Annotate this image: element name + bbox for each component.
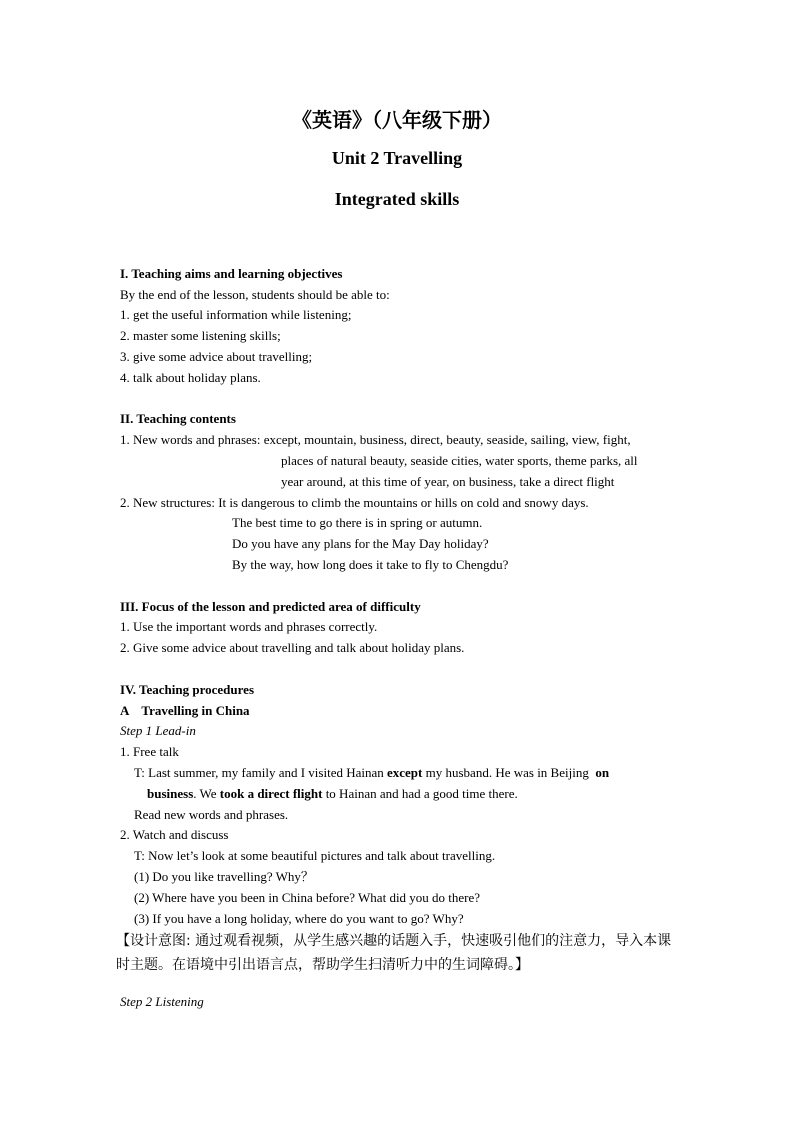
read-instruction: Read new words and phrases. — [134, 807, 289, 822]
teacher-text: . We — [193, 786, 220, 801]
key-word: business — [147, 786, 194, 801]
teacher-text: to Hainan and had a good time there. — [322, 786, 518, 801]
question-item: (2) Where have you been in China before? What did you do there? — [134, 890, 481, 905]
book-title: 《英语》（八年级下册） — [292, 108, 502, 132]
new-structures-line: The best time to go there is in spring or autumn. — [232, 515, 483, 530]
new-words-line: year around, at this time of year, on business, take a direct flight — [281, 474, 615, 489]
new-words-line: 1. New words and phrases: except, mountain, business, direct, beauty, seaside, sailing, view, fight, — [120, 432, 631, 447]
teacher-text: T: Last summer, my family and I visited Hainan — [134, 765, 387, 780]
key-word: on — [595, 765, 610, 780]
teacher-line — [134, 762, 609, 783]
question-item: (1) Do you like travelling? Why？ — [134, 869, 314, 884]
design-intent-note: 【设计意图: 通过观看视频，从学生感兴趣的话题入手，快速吸引他们的注意力，导入本课时主题。在语境中引出语言点，帮助学生扫清听力中的生词障碍。】 — [116, 933, 672, 973]
focus-item: 1. Use the important words and phrases correctly. — [120, 619, 378, 634]
key-word: except — [387, 765, 423, 780]
unit-title: Unit 2 Travelling — [331, 148, 463, 168]
watch-discuss-label: 2. Watch and discuss — [120, 827, 229, 842]
section-heading-procedures: IV. Teaching procedures — [120, 682, 255, 697]
free-talk-label: 1. Free talk — [120, 744, 179, 759]
aims-item: 1. get the useful information while listening; — [120, 307, 352, 322]
subsection-a-title: A Travelling in China — [120, 703, 250, 718]
lesson-title: Integrated skills — [334, 189, 460, 209]
key-phrase: took a direct flight — [219, 786, 323, 801]
aims-item: 4. talk about holiday plans. — [120, 370, 261, 385]
new-structures-line: By the way, how long does it take to fly to Chengdu? — [232, 557, 509, 572]
new-words-line: places of natural beauty, seaside cities, water sports, theme parks, all — [281, 453, 638, 468]
question-item: (3) If you have a long holiday, where do you want to go? Why? — [134, 911, 464, 926]
aims-intro: By the end of the lesson, students should be able to: — [120, 287, 390, 302]
teacher-line — [147, 783, 518, 804]
new-structures-line: Do you have any plans for the May Day holiday? — [232, 536, 489, 551]
step-2-title: Step 2 Listening — [120, 994, 204, 1009]
aims-item: 3. give some advice about travelling; — [120, 349, 313, 364]
aims-item: 2. master some listening skills; — [120, 328, 281, 343]
focus-item: 2. Give some advice about travelling and talk about holiday plans. — [120, 640, 465, 655]
section-heading-aims: I. Teaching aims and learning objectives — [120, 266, 343, 281]
section-heading-focus: III. Focus of the lesson and predicted area of difficulty — [120, 599, 421, 614]
teacher-line: T: Now let’s look at some beautiful pictures and talk about travelling. — [134, 848, 496, 863]
new-structures-line: 2. New structures: It is dangerous to climb the mountains or hills on cold and snowy days. — [120, 495, 589, 510]
section-heading-contents: II. Teaching contents — [120, 411, 236, 426]
teacher-text: my husband. He was in Beijing — [422, 765, 596, 780]
step-1-title: Step 1 Lead-in — [120, 723, 196, 738]
